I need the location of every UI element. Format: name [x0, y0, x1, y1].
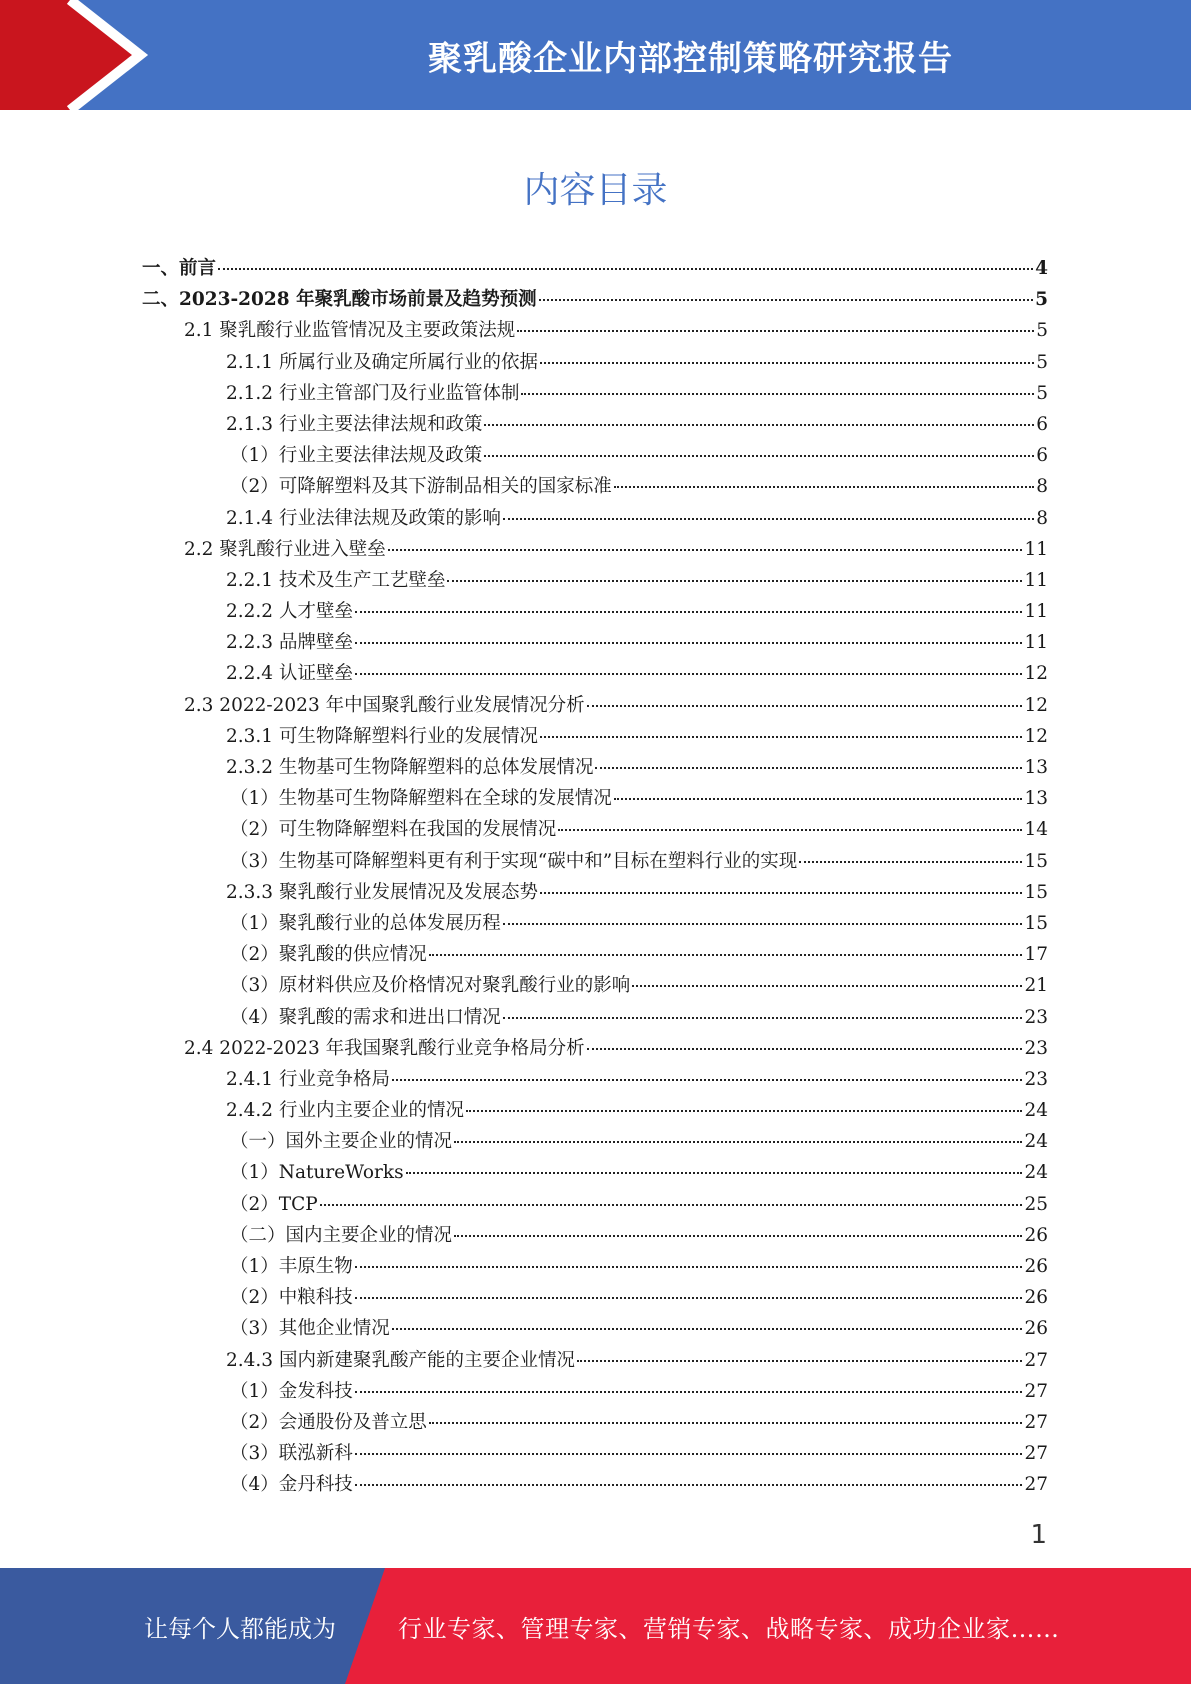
- toc-entry-label: 2.1.1 所属行业及确定所属行业的依据: [226, 351, 538, 373]
- dot-leader: [614, 798, 1023, 800]
- toc-entry[interactable]: [142, 628, 1048, 659]
- dot-leader: [355, 1484, 1023, 1486]
- toc-entry[interactable]: [142, 659, 1048, 690]
- toc-entry-label: 2.2.2 人才壁垒: [226, 601, 353, 623]
- toc-entry-label: 2.1.3 行业主要法律法规和政策: [226, 413, 483, 435]
- toc-entry[interactable]: [142, 847, 1048, 878]
- toc-entry-page: 26: [1024, 1224, 1048, 1246]
- toc-entry-page: 4: [1035, 258, 1048, 279]
- toc-entry-page: 13: [1024, 757, 1048, 778]
- dot-leader: [484, 455, 1034, 457]
- toc-entry-page: 11: [1024, 569, 1048, 591]
- toc-entry-label: （2）中粮科技: [230, 1287, 353, 1309]
- toc-entry-page: 5: [1036, 351, 1048, 373]
- toc-entry-label: （2）会通股份及普立思: [230, 1411, 427, 1433]
- toc-entry-page: 15: [1024, 912, 1048, 934]
- toc-entry[interactable]: [142, 597, 1048, 628]
- dot-leader: [540, 892, 1022, 894]
- toc-entry[interactable]: [142, 909, 1048, 940]
- dot-leader: [587, 705, 1023, 707]
- toc-entry-page: 5: [1035, 289, 1048, 311]
- toc-entry-label: （1）金发科技: [230, 1380, 353, 1402]
- toc-entry-page: 27: [1024, 1380, 1048, 1402]
- toc-entry-page: 25: [1024, 1193, 1048, 1215]
- toc-entry-label: 2.4 2022-2023 年我国聚乳酸行业竞争格局分析: [184, 1037, 585, 1059]
- toc-entry-label: （2）聚乳酸的供应情况: [230, 944, 427, 966]
- dot-leader: [521, 393, 1034, 395]
- toc-entry-label: 一、前言: [142, 258, 217, 279]
- toc-entry[interactable]: [142, 1158, 1048, 1189]
- dot-leader: [503, 923, 1023, 925]
- dot-leader: [503, 1017, 1023, 1019]
- toc-entry[interactable]: [142, 316, 1048, 347]
- dot-leader: [406, 1172, 1023, 1174]
- toc-entry-page: 27: [1024, 1349, 1048, 1371]
- toc-entry-label: （4）金丹科技: [230, 1474, 353, 1496]
- toc-entry-label: 2.2.4 认证壁垒: [226, 663, 353, 685]
- toc-entry-page: 6: [1036, 413, 1048, 435]
- toc-entry-page: 8: [1036, 476, 1048, 498]
- toc-entry[interactable]: [142, 1377, 1048, 1408]
- toc-entry[interactable]: [142, 878, 1048, 909]
- toc-entry[interactable]: [142, 254, 1048, 285]
- dot-leader: [632, 985, 1022, 987]
- dot-leader: [355, 673, 1023, 675]
- toc-entry-label: （二）国内主要企业的情况: [230, 1224, 453, 1246]
- toc-entry[interactable]: [142, 566, 1048, 597]
- toc-entry[interactable]: [142, 472, 1048, 503]
- toc-entry-page: 24: [1024, 1162, 1048, 1184]
- dot-leader: [484, 424, 1034, 426]
- toc-entry[interactable]: [142, 285, 1048, 316]
- toc-entry-page: 27: [1024, 1411, 1048, 1433]
- table-of-contents: [142, 254, 1048, 1502]
- toc-entry[interactable]: [142, 940, 1048, 971]
- dot-leader: [540, 736, 1022, 738]
- toc-entry-label: 2.3.1 可生物降解塑料行业的发展情况: [226, 725, 538, 747]
- toc-entry[interactable]: [142, 1096, 1048, 1127]
- dot-leader: [218, 268, 1033, 270]
- dot-leader: [392, 1328, 1023, 1330]
- toc-entry-label: （1）聚乳酸行业的总体发展历程: [230, 912, 501, 934]
- toc-entry-page: 24: [1024, 1100, 1048, 1122]
- toc-entry-label: 2.2.1 技术及生产工艺壁垒: [226, 569, 446, 591]
- toc-entry-page: 21: [1024, 975, 1048, 997]
- dot-leader: [355, 1266, 1023, 1268]
- dot-leader: [587, 1048, 1023, 1050]
- toc-entry-label: 2.1 聚乳酸行业监管情况及主要政策法规: [184, 320, 516, 342]
- dot-leader: [429, 954, 1023, 956]
- toc-entry[interactable]: [142, 753, 1048, 784]
- toc-entry-page: 23: [1024, 1068, 1048, 1090]
- header-chevron-decoration: [0, 0, 160, 110]
- dot-leader: [388, 549, 1023, 551]
- dot-leader: [355, 1391, 1023, 1393]
- toc-entry-label: （3）其他企业情况: [230, 1318, 390, 1340]
- toc-entry-label: 2.4.2 行业内主要企业的情况: [226, 1100, 464, 1122]
- toc-entry-page: 14: [1024, 819, 1048, 841]
- toc-entry-page: 23: [1024, 1006, 1048, 1028]
- toc-entry-label: （一）国外主要企业的情况: [230, 1131, 453, 1153]
- dot-leader: [595, 767, 1022, 769]
- toc-entry[interactable]: [142, 441, 1048, 472]
- toc-entry[interactable]: [142, 1127, 1048, 1158]
- toc-entry-page: 15: [1024, 850, 1048, 872]
- toc-entry-label: 2.2 聚乳酸行业进入壁垒: [184, 538, 386, 560]
- toc-entry-page: 26: [1024, 1318, 1048, 1340]
- dot-leader: [577, 1360, 1022, 1362]
- dot-leader: [454, 1235, 1022, 1237]
- toc-entry[interactable]: [142, 1190, 1048, 1221]
- dot-leader: [392, 1079, 1022, 1081]
- toc-entry-label: （2）可降解塑料及其下游制品相关的国家标准: [230, 476, 612, 498]
- toc-entry-label: 2.3.2 生物基可生物降解塑料的总体发展情况: [226, 757, 594, 778]
- toc-entry-page: 27: [1024, 1474, 1048, 1496]
- toc-entry[interactable]: [142, 971, 1048, 1002]
- dot-leader: [466, 1110, 1022, 1112]
- toc-entry[interactable]: [142, 1439, 1048, 1470]
- toc-entry-label: （4）聚乳酸的需求和进出口情况: [230, 1006, 501, 1028]
- toc-entry-page: 17: [1024, 944, 1048, 966]
- toc-entry-label: （1）NatureWorks: [230, 1162, 404, 1184]
- toc-entry[interactable]: [142, 784, 1048, 815]
- toc-entry-page: 12: [1024, 694, 1048, 716]
- toc-entry-page: 12: [1024, 725, 1048, 747]
- toc-entry-page: 5: [1036, 382, 1048, 404]
- toc-entry-page: 15: [1024, 881, 1048, 903]
- toc-heading: 内容目录: [523, 170, 668, 211]
- dot-leader: [355, 1453, 1023, 1455]
- dot-leader: [320, 1204, 1023, 1206]
- toc-entry-page: 26: [1024, 1256, 1048, 1277]
- toc-entry-label: 2.1.2 行业主管部门及行业监管体制: [226, 382, 520, 404]
- dot-leader: [355, 611, 1023, 613]
- toc-entry-label: （3）生物基可降解塑料更有利于实现“碳中和”目标在塑料行业的实现: [230, 850, 798, 872]
- toc-entry-page: 6: [1036, 445, 1048, 467]
- toc-entry[interactable]: [142, 1252, 1048, 1283]
- header-banner: [0, 0, 1191, 110]
- toc-entry[interactable]: [142, 410, 1048, 441]
- toc-entry-page: 5: [1036, 320, 1048, 342]
- toc-entry[interactable]: [142, 535, 1048, 566]
- report-title: 聚乳酸企业内部控制策略研究报告: [428, 38, 953, 79]
- toc-entry-page: 8: [1036, 507, 1048, 529]
- toc-entry-label: 2.1.4 行业法律法规及政策的影响: [226, 507, 501, 529]
- dot-leader: [447, 580, 1022, 582]
- toc-entry-label: （1）行业主要法律法规及政策: [230, 445, 483, 467]
- toc-entry-label: 2.3.3 聚乳酸行业发展情况及发展态势: [226, 881, 538, 903]
- dot-leader: [454, 1141, 1022, 1143]
- toc-entry-page: 26: [1024, 1287, 1048, 1309]
- toc-entry-label: （3）联泓新科: [230, 1443, 353, 1465]
- dot-leader: [503, 518, 1034, 520]
- dot-leader: [799, 861, 1022, 863]
- dot-leader: [355, 642, 1023, 644]
- page-number: 1: [1030, 1520, 1047, 1550]
- dot-leader: [540, 362, 1034, 364]
- toc-entry[interactable]: [142, 504, 1048, 535]
- dot-leader: [614, 486, 1034, 488]
- dot-leader: [558, 829, 1022, 831]
- toc-entry-label: （1）丰原生物: [230, 1256, 353, 1277]
- footer-banner: [0, 1568, 1191, 1684]
- footer-slogan-right: 行业专家、管理专家、营销专家、战略专家、成功企业家……: [398, 1614, 1060, 1643]
- toc-entry-label: （3）原材料供应及价格情况对聚乳酸行业的影响: [230, 975, 631, 997]
- toc-entry-page: 24: [1024, 1131, 1048, 1153]
- toc-entry-page: 12: [1024, 663, 1048, 685]
- toc-entry[interactable]: [142, 1346, 1048, 1377]
- toc-entry-page: 23: [1024, 1037, 1048, 1059]
- footer-slogan-left: 让每个人都能成为: [144, 1614, 336, 1643]
- toc-entry-label: （2）可生物降解塑料在我国的发展情况: [230, 819, 557, 841]
- toc-entry-page: 13: [1024, 788, 1048, 810]
- toc-entry[interactable]: [142, 691, 1048, 722]
- dot-leader: [539, 299, 1034, 301]
- toc-entry[interactable]: [142, 1003, 1048, 1034]
- toc-entry-label: 2.4.1 行业竞争格局: [226, 1068, 390, 1090]
- toc-entry-label: （2）TCP: [230, 1193, 318, 1215]
- toc-entry[interactable]: [142, 1470, 1048, 1501]
- dot-leader: [429, 1422, 1023, 1424]
- toc-entry[interactable]: [142, 1065, 1048, 1096]
- toc-entry[interactable]: [142, 815, 1048, 846]
- toc-entry-page: 11: [1024, 632, 1048, 654]
- toc-entry[interactable]: [142, 1221, 1048, 1252]
- toc-entry-page: 11: [1024, 538, 1048, 560]
- dot-leader: [355, 1297, 1023, 1299]
- toc-entry-label: 2.3 2022-2023 年中国聚乳酸行业发展情况分析: [184, 694, 585, 716]
- toc-entry-label: 2.2.3 品牌壁垒: [226, 632, 353, 654]
- dot-leader: [517, 330, 1034, 332]
- toc-entry-label: 2.4.3 国内新建聚乳酸产能的主要企业情况: [226, 1349, 575, 1371]
- toc-entry-page: 27: [1024, 1443, 1048, 1465]
- toc-entry[interactable]: [142, 379, 1048, 410]
- toc-entry[interactable]: [142, 1314, 1048, 1345]
- toc-entry[interactable]: [142, 1034, 1048, 1065]
- toc-entry[interactable]: [142, 348, 1048, 379]
- toc-entry[interactable]: [142, 1408, 1048, 1439]
- toc-entry-label: 二、2023-2028 年聚乳酸市场前景及趋势预测: [142, 289, 537, 311]
- toc-entry-label: （1）生物基可生物降解塑料在全球的发展情况: [230, 788, 612, 810]
- toc-entry-page: 11: [1024, 601, 1048, 623]
- toc-entry[interactable]: [142, 1283, 1048, 1314]
- toc-entry[interactable]: [142, 722, 1048, 753]
